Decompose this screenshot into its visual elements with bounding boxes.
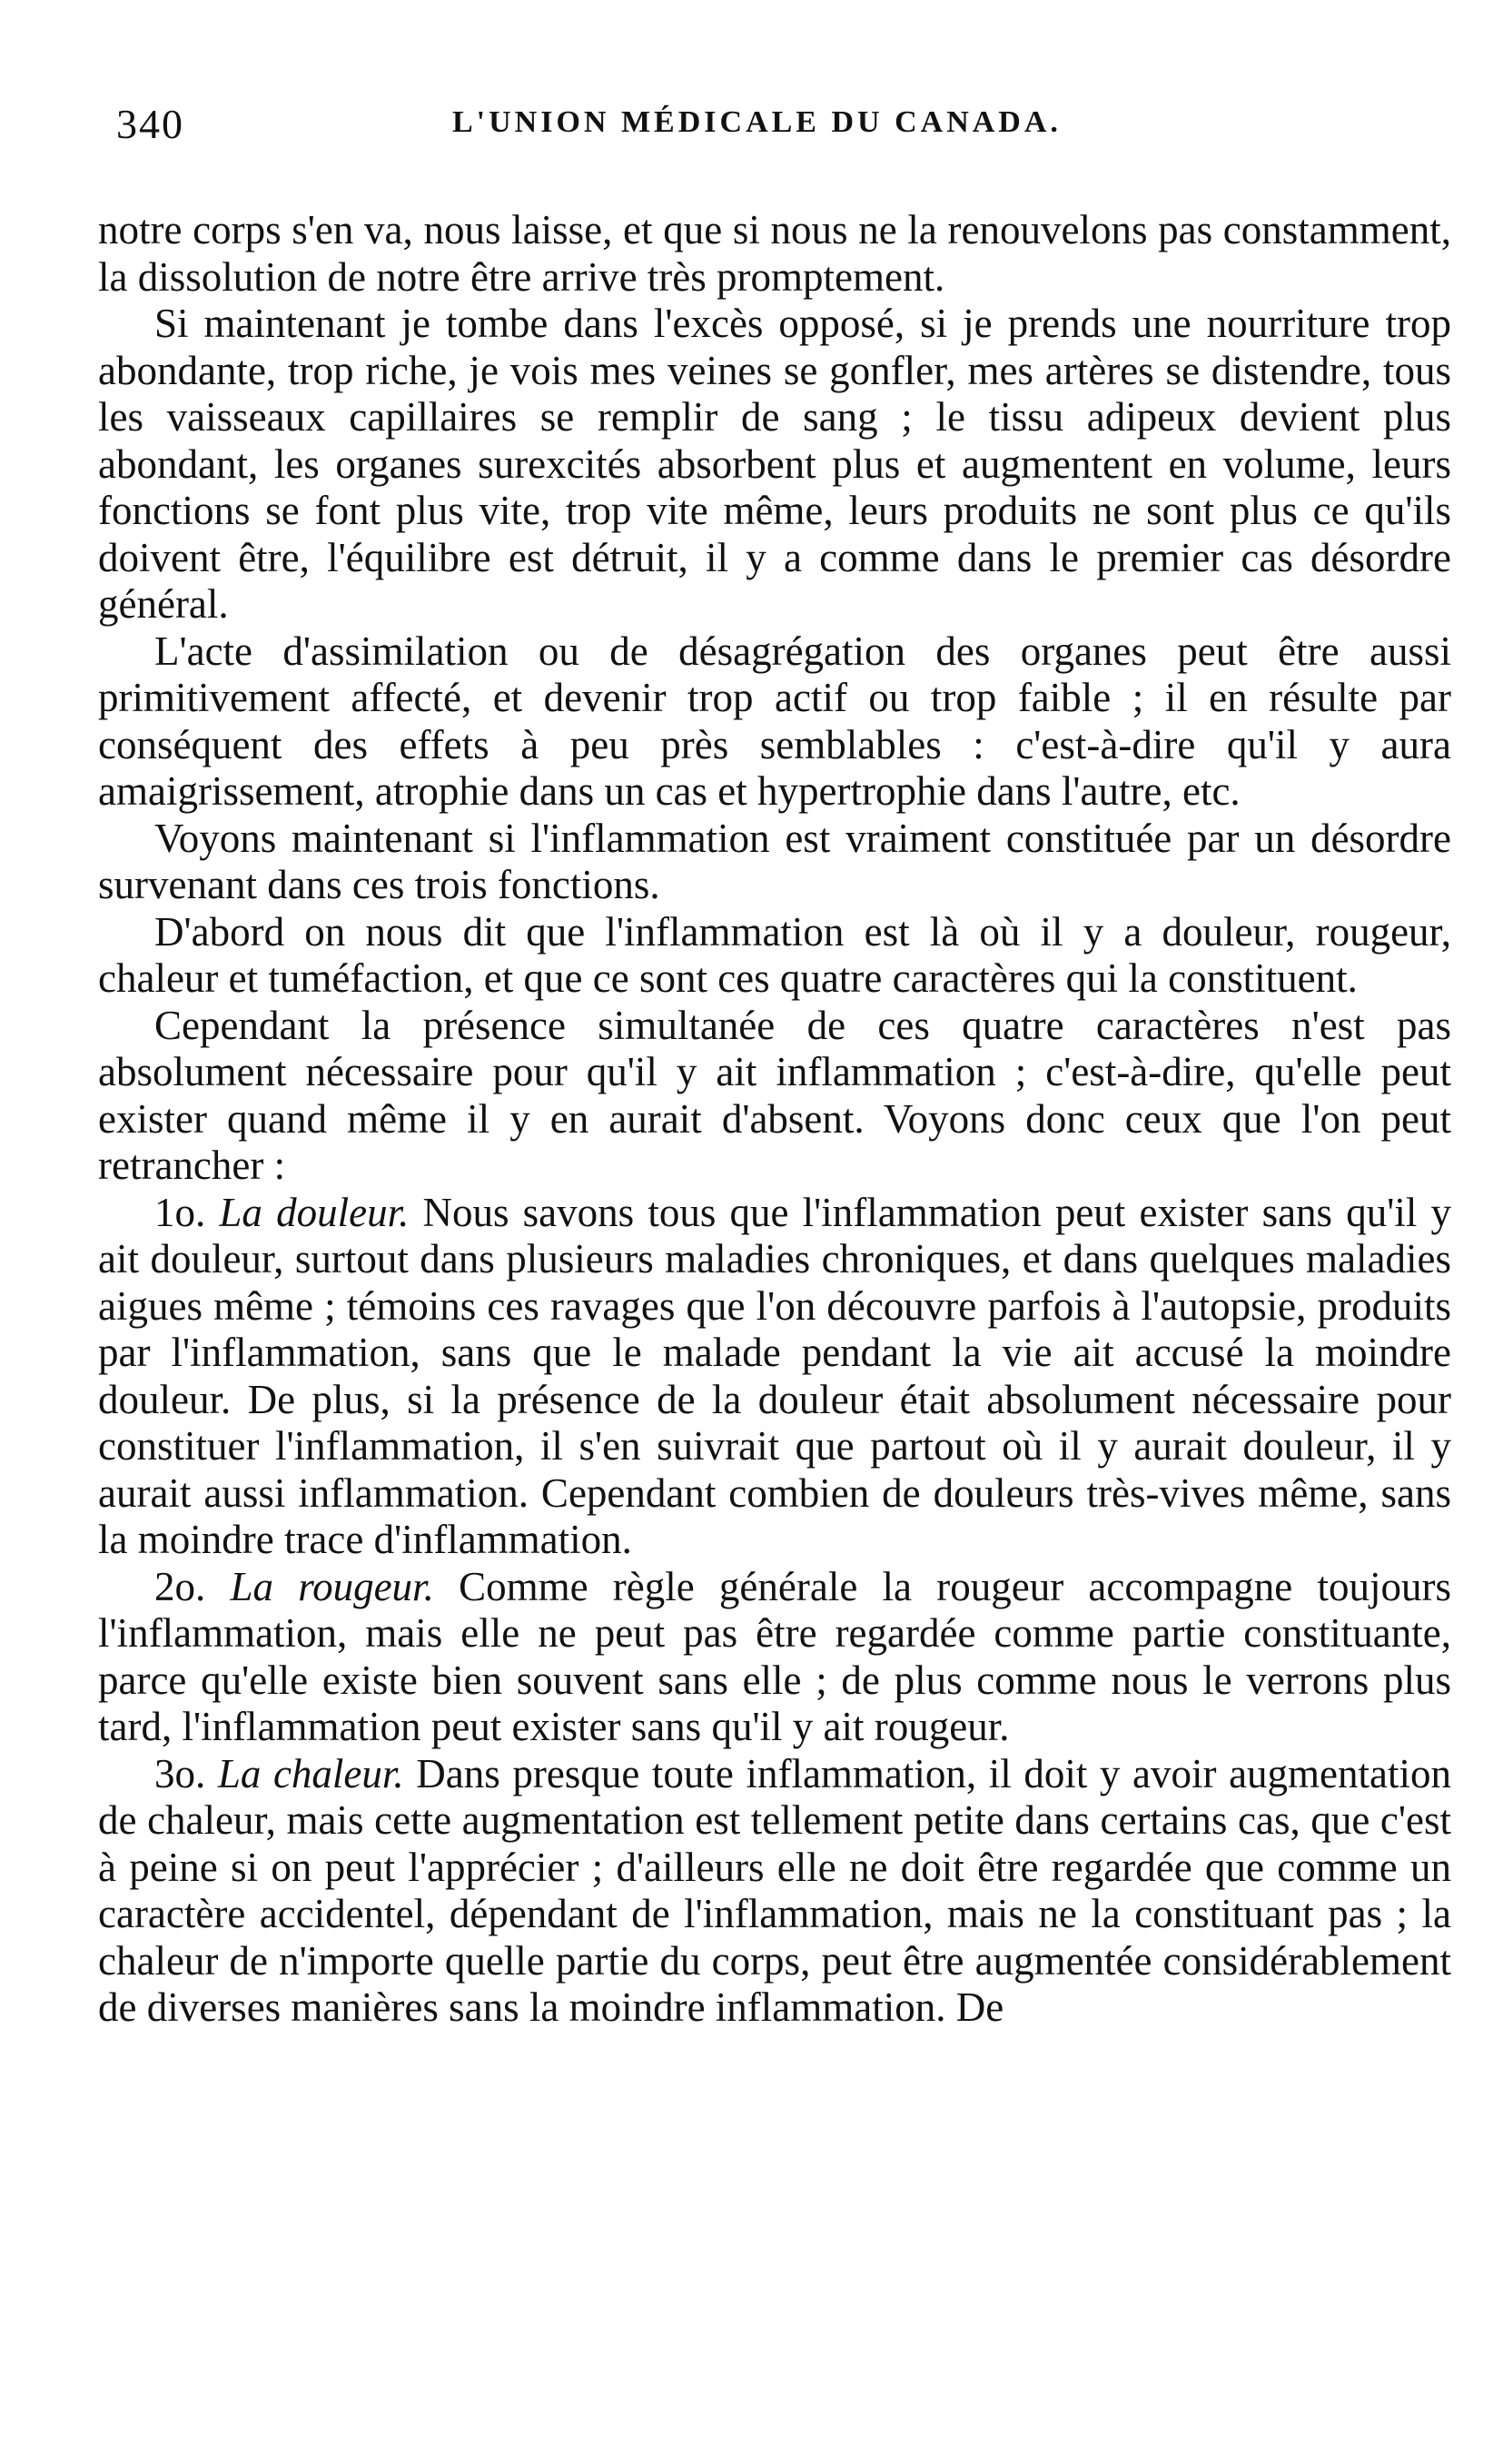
paragraph-text: Si maintenant je tombe dans l'excès opposé, si je prends une nourriture trop abondante, trop riche, je vois mes veines se gonfler, mes artères se distendre, tous les vaisseaux capillaires se remplir de sang ; le tissu adipeux devient plus abondant, les organes surexcités absorbent plus et augmentent en volume, leurs fonctions se font plus vite, trop vite même, leurs produits ne sont plus ce qu'ils doivent être, l'équilibre est détruit, il y a comme dans le premier cas désordre général. bbox=[98, 301, 1451, 627]
paragraph-text: notre corps s'en va, nous laisse, et que si nous ne la renouvelons pas constamment, la dissolution de notre être arrive très promptement. bbox=[98, 207, 1451, 300]
body-text bbox=[98, 207, 1451, 2032]
paragraph-text: D'abord on nous dit que l'inflammation est là où il y a douleur, rougeur, chaleur et tuméfaction, et que ce sont ces quatre caractères qui la constituent. bbox=[98, 908, 1451, 1001]
page-number: 340 bbox=[116, 101, 184, 147]
paragraph-text: L'acte d'assimilation ou de désagrégation des organes peut être aussi primitivement affecté, et devenir trop actif ou trop faible ; il en résulte par conséquent des effets à peu près semblables : c'est-à-dire qu'il y aura amaigrissement, atrophie dans un cas et hypertrophie dans l'autre, etc. bbox=[98, 628, 1451, 814]
item-number: 2o. bbox=[154, 1563, 206, 1609]
item-term: La douleur. bbox=[219, 1189, 410, 1235]
paragraph-inflammation-question bbox=[98, 816, 1451, 909]
paragraph-four-characters bbox=[98, 909, 1451, 1003]
item-number: 3o. bbox=[154, 1750, 206, 1796]
paragraph-text: Cependant la présence simultanée de ces quatre caractères n'est pas absolument nécessaire pour qu'il y ait inflammation ; c'est-à-dire, qu'elle peut exister quand même il y en aurait d'absent. Voyons donc ceux que l'on peut retrancher : bbox=[98, 1002, 1451, 1188]
paragraph-text: Comme règle générale la rougeur accompagne toujours l'inflammation, mais elle ne peut pas être regardée comme partie constituante, parce qu'elle existe bien souvent sans elle ; de plus comme nous le verrons plus tard, l'inflammation peut exister sans qu'il y ait rougeur. bbox=[98, 1563, 1452, 1749]
paragraph-chaleur bbox=[98, 1751, 1451, 2032]
item-term: La rougeur. bbox=[230, 1563, 434, 1609]
paragraph-not-necessary bbox=[98, 1003, 1451, 1190]
document-page bbox=[98, 100, 1451, 2032]
paragraph-continuation bbox=[98, 207, 1451, 301]
item-number: 1o. bbox=[154, 1189, 206, 1235]
paragraph-assimilation bbox=[98, 628, 1451, 816]
paragraph-douleur bbox=[98, 1190, 1451, 1564]
paragraph-rougeur bbox=[98, 1564, 1451, 1751]
journal-title: L'UNION MÉDICALE DU CANADA. bbox=[452, 105, 1062, 139]
paragraph-text: Voyons maintenant si l'inflammation est vraiment constituée par un désordre survenant dans ces trois fonctions. bbox=[98, 815, 1451, 907]
paragraph-excess-nourishment bbox=[98, 301, 1451, 628]
item-term: La chaleur. bbox=[217, 1750, 404, 1796]
running-head bbox=[98, 100, 1451, 163]
paragraph-text: Dans presque toute inflammation, il doit y avoir augmentation de chaleur, mais cette augmentation est tellement petite dans certains cas, que c'est à peine si on peut l'apprécier ; d'ailleurs elle ne doit être regardée que comme un caractère accidentel, dépendant de l'inflammation, mais ne la constituant pas ; la chaleur de n'importe quelle partie du corps, peut être augmentée considérablement de diverses manières sans la moindre inflammation. De bbox=[98, 1750, 1451, 2030]
paragraph-text: Nous savons tous que l'inflammation peut exister sans qu'il y ait douleur, surtout dans plusieurs maladies chroniques, et dans quelques maladies aigues même ; témoins ces ravages que l'on découvre parfois à l'autopsie, produits par l'inflammation, sans que le malade pendant la vie ait accusé la moindre douleur. De plus, si la présence de la douleur était absolument nécessaire pour constituer l'inflammation, il s'en suivrait que partout où il y aurait douleur, il y aurait aussi inflammation. Cependant combien de douleurs très-vives même, sans la moindre trace d'inflammation. bbox=[98, 1189, 1451, 1562]
